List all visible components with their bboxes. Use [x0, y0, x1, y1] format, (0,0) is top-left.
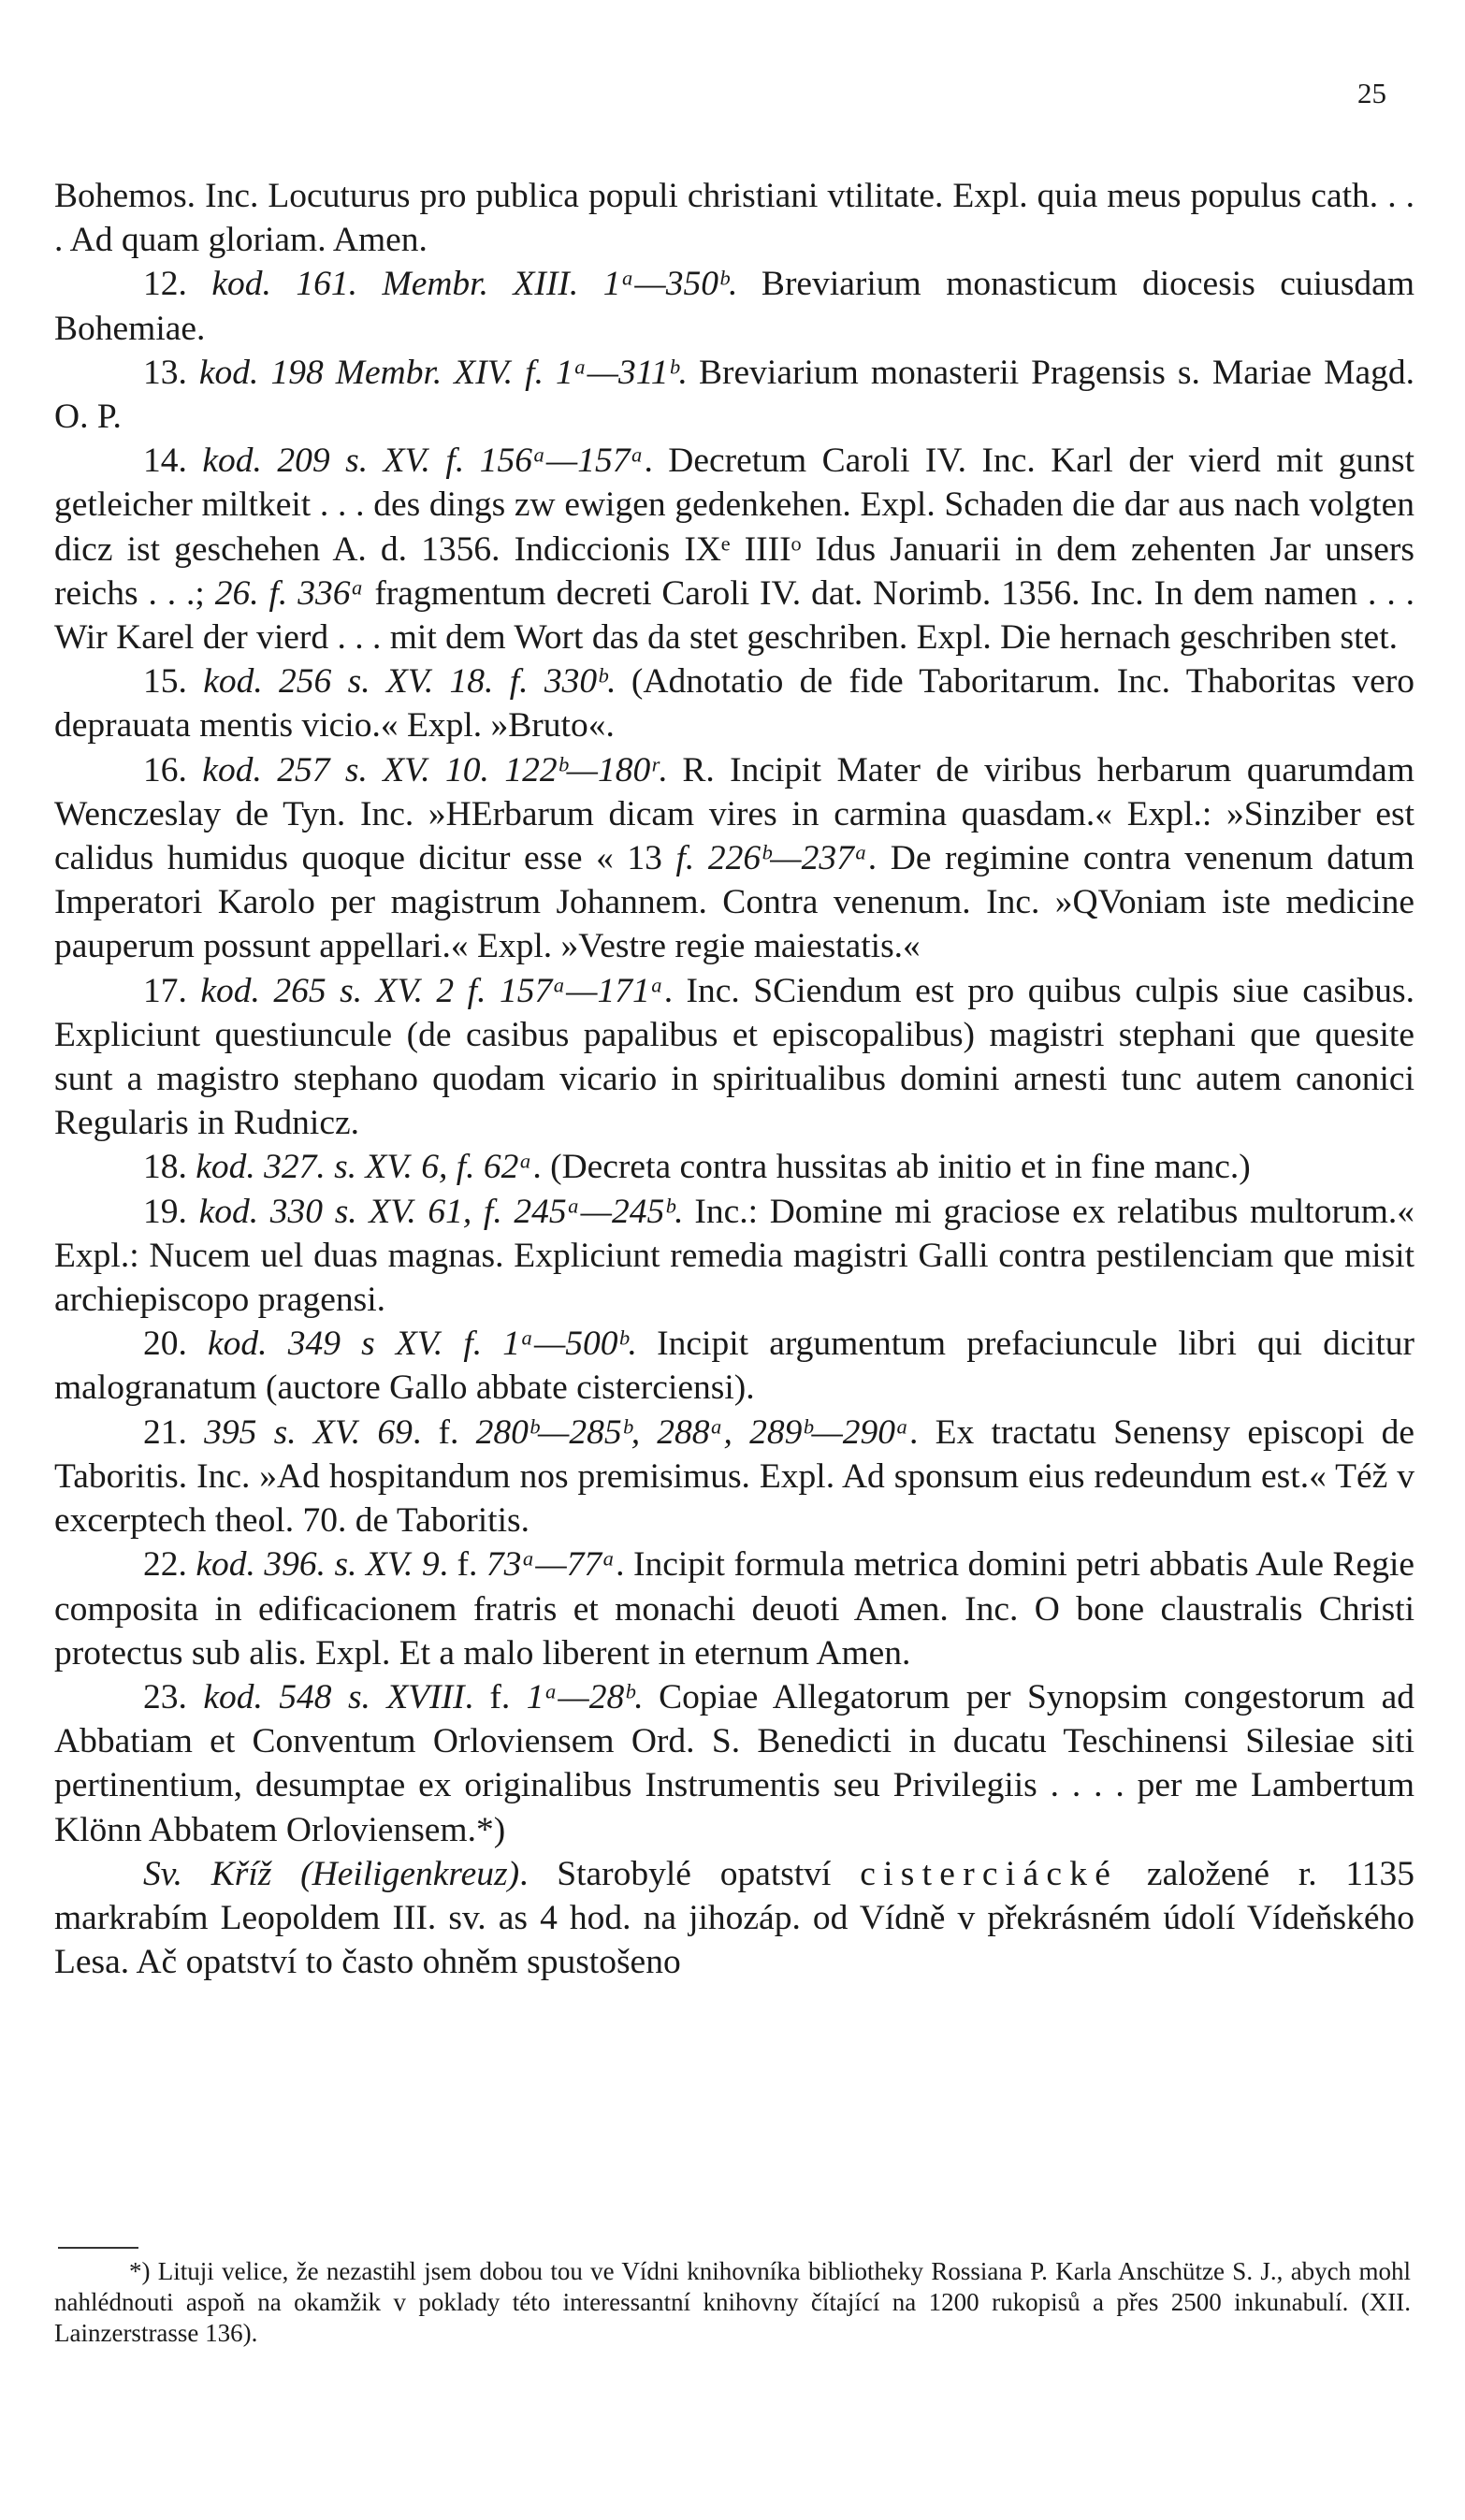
text-run: 22. — [143, 1545, 196, 1585]
section-heiligenkreuz — [54, 1852, 1414, 1985]
text-run: . Starobylé opatství — [519, 1854, 861, 1893]
footnote-rule — [58, 2247, 138, 2249]
catalog-reference: kod. 349 s XV. f. 1ᵃ—500ᵇ — [208, 1325, 628, 1364]
entry-14 — [54, 439, 1414, 659]
catalog-reference: kod. 257 s. XV. 10. 122ᵇ—180ʳ — [202, 750, 659, 789]
catalog-reference: Sv. Kříž (Heiligenkreuz) — [143, 1854, 520, 1893]
text-run: . Copiae Allegatorum per Synopsim congestorum ad Abbatiam et Conventum Orloviensem Ord. S. Benedicti in ducatu Teschinensi Silesiae siti pertinentium, desumptae ex originalibus Instrumentis seu Privilegiis . . . . per me Lambertum Klönn Abbatem Orloviensem.*) — [54, 1677, 1415, 1849]
catalog-reference: kod. 330 s. XV. 61, f. 245ᵃ—245ᵇ — [198, 1192, 674, 1231]
text-run: 15. — [143, 662, 204, 702]
text-run: 18. — [143, 1148, 196, 1187]
entry-19 — [54, 1190, 1414, 1323]
catalog-reference: f. 226ᵇ—237ᵃ — [675, 839, 868, 878]
catalog-reference: kod. 256 s. XV. 18. f. 330ᵇ — [203, 662, 607, 702]
text-run: 20. — [143, 1325, 209, 1364]
entry-20 — [54, 1322, 1414, 1410]
catalog-reference: kod. 327. s. XV. 6, f. 62ᵃ — [196, 1148, 533, 1187]
catalog-reference: kod. 209 s. XV. f. 156ᵃ—157ᵃ — [202, 442, 645, 481]
footnote: *) Lituji velice, že nezastihl jsem dobou tou ve Vídni knihovníka bibliotheky Rossiana P. Karla Anschütze S. J., abych mohl nahlédnouti aspoň na okamžik v poklady této interessantní knihovny čítající na 1200 rukopisů a přes 2500 inkunabulí. (XII. Lainzerstrasse 136). — [54, 2257, 1411, 2347]
entry-16 — [54, 748, 1414, 969]
entry-18 — [54, 1145, 1414, 1189]
entry-13 — [54, 351, 1414, 439]
entry-15 — [54, 659, 1414, 747]
text-run: . Breviarium monasterii Pragensis s. Mariae Magd. O. P. — [54, 353, 1414, 437]
text-run: 21. — [143, 1412, 205, 1452]
text-run: . Inc.: Domine mi graciose ex relatibus multorum.« Expl.: Nucem uel duas magnas. Expliciunt remedia magistri Galli contra pestilenciam que misit archiepiscopo pragensi. — [54, 1192, 1415, 1320]
catalog-reference: kod. 548 s. XVIII — [203, 1677, 465, 1716]
text-run: 17. — [143, 971, 201, 1010]
entry-22 — [54, 1542, 1414, 1675]
catalog-reference: kod. 265 s. XV. 2 f. 157ᵃ—171ᵃ — [200, 971, 664, 1010]
text-run: . f. — [464, 1677, 527, 1716]
text-run: založené r. 1135 markrabím Leopoldem III. sv. as 4 hod. na jihozáp. od Vídně v překrásném údolí Vídeňského Lesa. Ač opatství to často ohněm spustošeno — [54, 1854, 1415, 1982]
text-run: fragmentum decreti Caroli IV. dat. Norimb. 1356. Inc. In dem namen . . . Wir Karel der vierd . . . mit dem Wort das da stet geschriben. Expl. Die hernach geschriben stet. — [54, 573, 1414, 658]
entry-21 — [54, 1411, 1414, 1543]
text-run: . Decretum Caroli IV. Inc. Karl der vierd mit gunst getleicher miltkeit . . . des dings zw ewigen gedenkehen. Expl. Schaden die dar aus nach volgten dicz ist geschehen A. d. 1356. Indiccionis IXᵉ IIIIᵒ Idus Januarii in dem zehenten Jar unsers reichs . . .; — [54, 442, 1414, 613]
catalog-reference: kod. 396. s. XV. 9 — [196, 1545, 440, 1585]
text-run: . Incipit argumentum prefaciuncule libri qui dicitur malogranatum (auctore Gallo abbate cisterciensi). — [54, 1325, 1414, 1408]
catalog-reference: kod. 198 Membr. XIV. f. 1ᵃ—311ᵇ — [198, 353, 678, 392]
catalog-reference: 1ᵃ—28ᵇ — [526, 1677, 634, 1716]
entry-17 — [54, 969, 1414, 1146]
entry-23 — [54, 1675, 1414, 1852]
text-run: . (Decreta contra hussitas ab initio et in fine manc.) — [532, 1148, 1251, 1187]
text-run: . De regimine contra venenum datum Imperatori Karolo per magistrum Johannem. Contra venenum. Inc. »QVoniam iste medicine pauperum possunt appellari.« Expl. »Vestre regie maiestatis.« — [54, 839, 1414, 966]
paragraph-continuation — [54, 174, 1414, 262]
text-run: Bohemos. Inc. Locuturus pro publica populi christiani vtilitate. Expl. quia meus populus cath. . . . Ad quam gloriam. Amen. — [54, 177, 1414, 260]
text-run: 12. — [143, 265, 212, 304]
catalog-reference: 26. f. 336ᵃ — [214, 573, 365, 613]
spaced-emphasis: cisterciácké — [860, 1854, 1119, 1893]
text-run: 16. — [143, 750, 203, 789]
catalog-reference: kod. 161. Membr. XIII. 1ᵃ—350ᵇ — [211, 265, 729, 304]
catalog-reference: 280ᵇ—285ᵇ, 288ᵃ, 289ᵇ—290ᵃ — [475, 1412, 909, 1452]
text-run: 14. — [143, 442, 203, 481]
text-run: . f. — [439, 1545, 486, 1585]
text-run: . (Adnotatio de fide Taboritarum. Inc. Thaboritas vero deprauata mentis vicio.« Expl. »Bruto«. — [54, 662, 1415, 746]
text-run: . R. Incipit Mater de viribus herbarum quarumdam Wenczeslay de Tyn. Inc. »HErbarum dicam vires in carmina quasdam.« Expl.: »Sinziber est calidus humidus quoque dicitur esse « 13 — [54, 750, 1414, 878]
text-run: . Inc. SCiendum est pro quibus culpis siue casibus. Expliciunt questiuncule (de casibus papalibus et episcopalibus) magistri stephani que quesite sunt a magistro stephano quodam vicario in spiritualibus domini arnesti tunc autem canonici Regularis in Rudnicz. — [54, 971, 1415, 1143]
text-run: . Breviarium monasticum diocesis cuiusdam Bohemiae. — [54, 265, 1414, 348]
text-run: 19. — [143, 1192, 199, 1231]
text-run: . f. — [412, 1412, 476, 1452]
text-run: . Ex tractatu Senensy episcopi de Taboritis. Inc. »Ad hospitandum nos premisimus. Expl. Ad sponsum eius redeundum est.« Též v excerptech theol. 70. de Taboritis. — [54, 1412, 1415, 1541]
text-run: 23. — [143, 1677, 204, 1716]
page-number: 25 — [1357, 77, 1386, 109]
text-run: . Incipit formula metrica domini petri abbatis Aule Regie composita in edificacionem fratris et monachi deuoti Amen. Inc. O bone claustralis Christi protectus sub alis. Expl. Et a malo liberent in eternum Amen. — [54, 1545, 1415, 1673]
catalog-reference: 395 s. XV. 69 — [204, 1412, 413, 1452]
text-run: 13. — [143, 353, 199, 392]
body-text — [54, 174, 1414, 1984]
catalog-reference: 73ᵃ—77ᵃ — [486, 1545, 616, 1585]
entry-12 — [54, 262, 1414, 350]
